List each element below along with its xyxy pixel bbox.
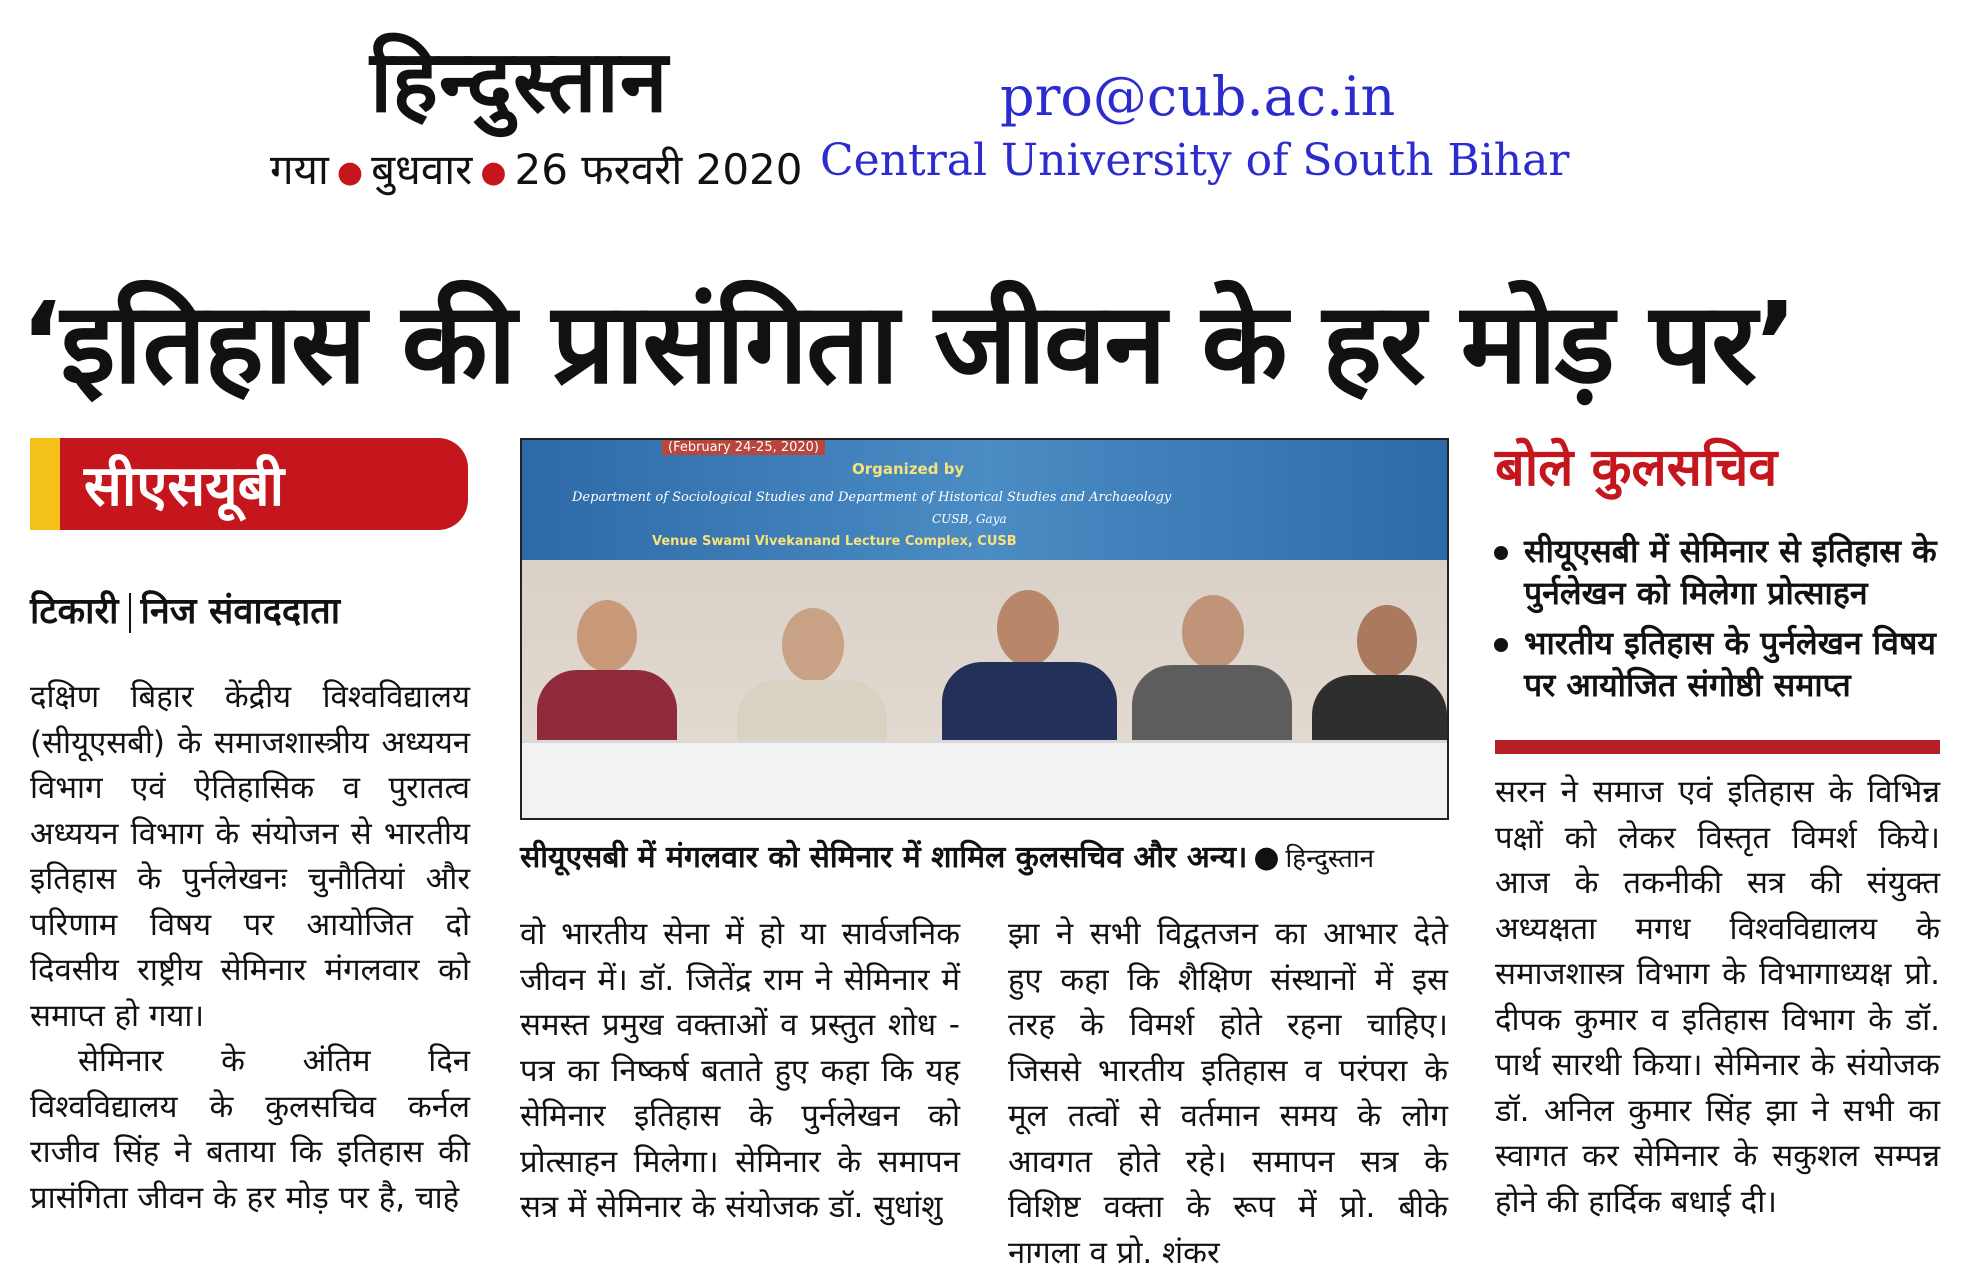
headline: ‘इतिहास की प्रासंगिता जीवन के हर मोड़ पर’	[20, 279, 1796, 409]
photo-banner	[522, 440, 1447, 560]
article-paragraph: वो भारतीय सेना में हो या सार्वजनिक जीवन में। डॉ. जितेंद्र राम ने सेमिनार में समस्त प्रमुख वक्ताओं व प्रस्तुत शोध - पत्र का निष्कर्ष बताते हुए कहा कि यह सेमिनार इतिहास के पुर्नलेखन को प्रोत्साहन मिलेगा। सेमिनार के समापन सत्र में सेमिनार के संयोजक डॉ. सुधांशु	[520, 916, 960, 1225]
article-paragraph: सरन ने समाज एवं इतिहास के विभिन्न पक्षों को लेकर विस्तृत विमर्श किये। आज के तकनीकी सत्र की संयुक्त अध्यक्षता मगध विश्वविद्यालय के समाजशास्त्र विभाग के विभागाध्यक्ष प्रो. दीपक कुमार व इतिहास विभाग के डॉ. पार्थ सारथी किया। सेमिनार के संयोजक डॉ. अनिल कुमार सिंह झा ने सभी का स्वागत कर सेमिनार के सकुशल सम्पन्न होने की हार्दिक बधाई दी।	[1495, 774, 1940, 1220]
bullet-dot-icon: ●	[480, 155, 507, 190]
banner-place: CUSB, Gaya	[932, 512, 1007, 526]
article-column-1	[30, 675, 470, 1221]
photo-caption	[520, 835, 1374, 876]
sidebar-divider	[1495, 740, 1940, 754]
stamp-email: pro@cub.ac.in	[1000, 65, 1396, 128]
bullet-dot-icon: ●	[1253, 840, 1280, 875]
dateline	[270, 140, 803, 197]
byline	[30, 585, 340, 634]
dateline-city: गया	[270, 145, 329, 194]
stamp-university: Central University of South Bihar	[820, 135, 1570, 186]
article-paragraph: दक्षिण बिहार केंद्रीय विश्वविद्यालय (सीयूएसबी) के समाजशास्त्रीय अध्ययन विभाग एवं ऐतिहासिक व पुरातत्व अध्ययन विभाग के संयोजन से भारतीय इतिहास के पुर्नलेखनः चुनौतियां और परिणाम विषय पर आयोजित दो दिवसीय राष्ट्रीय सेमिनार मंगलवार को समाप्त हो गया।	[30, 679, 470, 1034]
dateline-date: 26 फरवरी 2020	[514, 145, 803, 194]
article-paragraph: झा ने सभी विद्वतजन का आभार देते हुए कहा कि शैक्षिण संस्थानों में इस तरह के विमर्श होते रहना चाहिए। जिससे भारतीय इतिहास व परंपरा के मूल तत्वों से वर्तमान समय के लोग आवगत होते रहे। समापन सत्र के विशिष्ट वक्ता के रूप में प्रो. बीके नागला व प्रो. शंकर	[1008, 916, 1448, 1271]
section-tag	[30, 438, 468, 530]
highlight-item: सीयूएसबी में सेमिनार से इतिहास के पुर्नलेखन को मिलेगा प्रोत्साहन	[1490, 530, 1945, 614]
banner-venue	[652, 534, 1017, 549]
byline-place: टिकारी	[30, 591, 119, 632]
article-column-3	[1008, 912, 1448, 1276]
banner-venue-text: Swami Vivekanand Lecture Complex, CUSB	[702, 534, 1017, 549]
banner-departments: Department of Sociological Studies and Department of Historical Studies and Archaeology	[572, 490, 1172, 505]
sidebar-title: बोले कुलसचिव	[1495, 438, 1778, 498]
byline-separator	[129, 593, 131, 633]
caption-text: सीयूएसबी में मंगलवार को सेमिनार में शामिल कुलसचिव और अन्य।	[520, 840, 1248, 875]
banner-venue-label: Venue	[652, 534, 698, 549]
caption-source: हिन्दुस्तान	[1285, 844, 1375, 874]
tag-accent-bar	[30, 438, 60, 530]
article-column-2	[520, 912, 960, 1231]
event-photo	[520, 438, 1449, 820]
banner-dates: (February 24-25, 2020)	[662, 440, 825, 455]
highlight-item: भारतीय इतिहास के पुर्नलेखन विषय पर आयोजित संगोष्ठी समाप्त	[1490, 622, 1945, 706]
article-paragraph: सेमिनार के अंतिम दिन विश्वविद्यालय के कुलसचिव कर्नल राजीव सिंह ने बताया कि इतिहास की प्रासंगिता जीवन के हर मोड़ पर है, चाहे	[30, 1043, 470, 1216]
dateline-day: बुधवार	[371, 145, 473, 194]
article-column-4	[1495, 770, 1940, 1225]
bullet-dot-icon: ●	[336, 155, 364, 190]
newspaper-masthead: हिन्दुस्तान	[370, 32, 669, 132]
sidebar-highlights	[1490, 530, 1945, 714]
section-tag-label: सीएसयूबी	[84, 454, 285, 519]
panel-table	[522, 740, 1447, 820]
banner-organized-by: Organized by	[852, 460, 965, 478]
byline-reporter: निज संवाददाता	[140, 591, 341, 632]
